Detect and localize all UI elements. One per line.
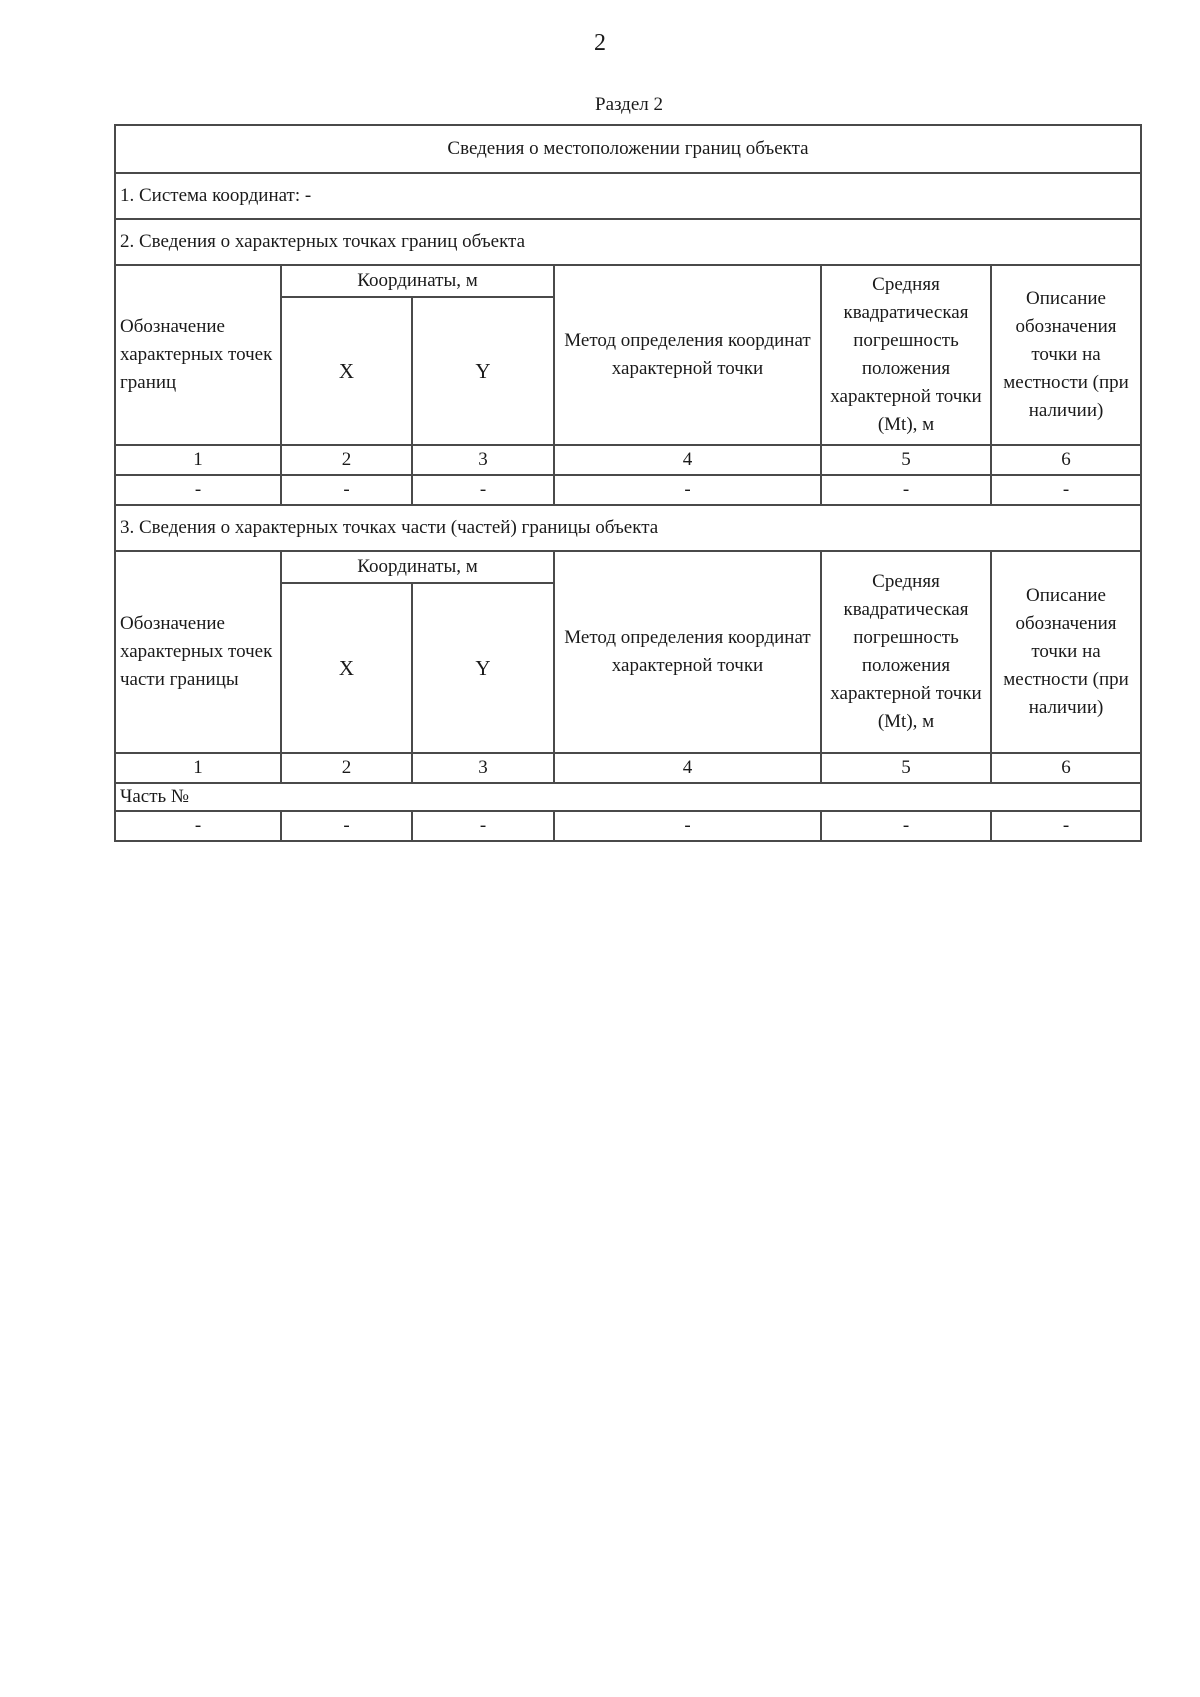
block2-num-4: 4: [554, 753, 821, 783]
block2-col4-header: Метод определения координат характерной точки: [554, 551, 821, 753]
block1-coords-header: Координаты, м: [281, 265, 554, 297]
page-number: 2: [594, 30, 606, 56]
block2-col-x-header: X: [281, 583, 412, 753]
block1-col-x-header: X: [281, 297, 412, 445]
block2-cell-4: -: [554, 811, 821, 841]
boundary-table: [114, 124, 1142, 842]
block1-number-row: [115, 445, 1141, 475]
table-title-row: [115, 125, 1141, 173]
block2-col-y-header: Y: [412, 583, 554, 753]
block2-cell-5: -: [821, 811, 991, 841]
block2-heading-row: [115, 505, 1141, 551]
block2-num-3: 3: [412, 753, 554, 783]
block2-number-row: [115, 753, 1141, 783]
block1-heading-row: [115, 219, 1141, 265]
block1-col4-header: Метод определения координат характерной точки: [554, 265, 821, 445]
block1-num-2: 2: [281, 445, 412, 475]
block1-col6-header: Описание обозначения точки на местности (при наличии): [991, 265, 1141, 445]
section-title: Раздел 2: [595, 94, 663, 115]
block1-cell-6: -: [991, 475, 1141, 505]
block2-heading: 3. Сведения о характерных точках части (частей) границы объекта: [115, 505, 1141, 551]
block1-cell-3: -: [412, 475, 554, 505]
block1-col-y-header: Y: [412, 297, 554, 445]
block1-num-4: 4: [554, 445, 821, 475]
block2-num-2: 2: [281, 753, 412, 783]
block1-col5-header: Средняя квадратическая погрешность положения характерной точки (Mt), м: [821, 265, 991, 445]
block2-cell-3: -: [412, 811, 554, 841]
block2-header-row: [115, 551, 1141, 583]
block1-heading: 2. Сведения о характерных точках границ объекта: [115, 219, 1141, 265]
block2-col6-header: Описание обозначения точки на местности (при наличии): [991, 551, 1141, 753]
block1-header-row: [115, 265, 1141, 297]
block2-cell-6: -: [991, 811, 1141, 841]
block2-num-5: 5: [821, 753, 991, 783]
block2-col1-header: Обозначение характерных точек части границы: [115, 551, 281, 753]
block2-data-row: [115, 811, 1141, 841]
block2-coords-header: Координаты, м: [281, 551, 554, 583]
block1-num-1: 1: [115, 445, 281, 475]
block2-cell-2: -: [281, 811, 412, 841]
block1-col1-header: Обозначение характерных точек границ: [115, 265, 281, 445]
block1-num-3: 3: [412, 445, 554, 475]
block2-cell-1: -: [115, 811, 281, 841]
block1-num-5: 5: [821, 445, 991, 475]
block1-cell-1: -: [115, 475, 281, 505]
coord-system-row: [115, 173, 1141, 219]
block1-cell-4: -: [554, 475, 821, 505]
block2-part-label: Часть №: [115, 783, 1141, 811]
table-title: Сведения о местоположении границ объекта: [115, 125, 1141, 173]
block2-part-row: [115, 783, 1141, 811]
coord-system: 1. Система координат: -: [115, 173, 1141, 219]
block1-cell-2: -: [281, 475, 412, 505]
block2-col5-header: Средняя квадратическая погрешность положения характерной точки (Mt), м: [821, 551, 991, 753]
block2-num-1: 1: [115, 753, 281, 783]
block2-num-6: 6: [991, 753, 1141, 783]
block1-num-6: 6: [991, 445, 1141, 475]
block1-data-row: [115, 475, 1141, 505]
block1-cell-5: -: [821, 475, 991, 505]
